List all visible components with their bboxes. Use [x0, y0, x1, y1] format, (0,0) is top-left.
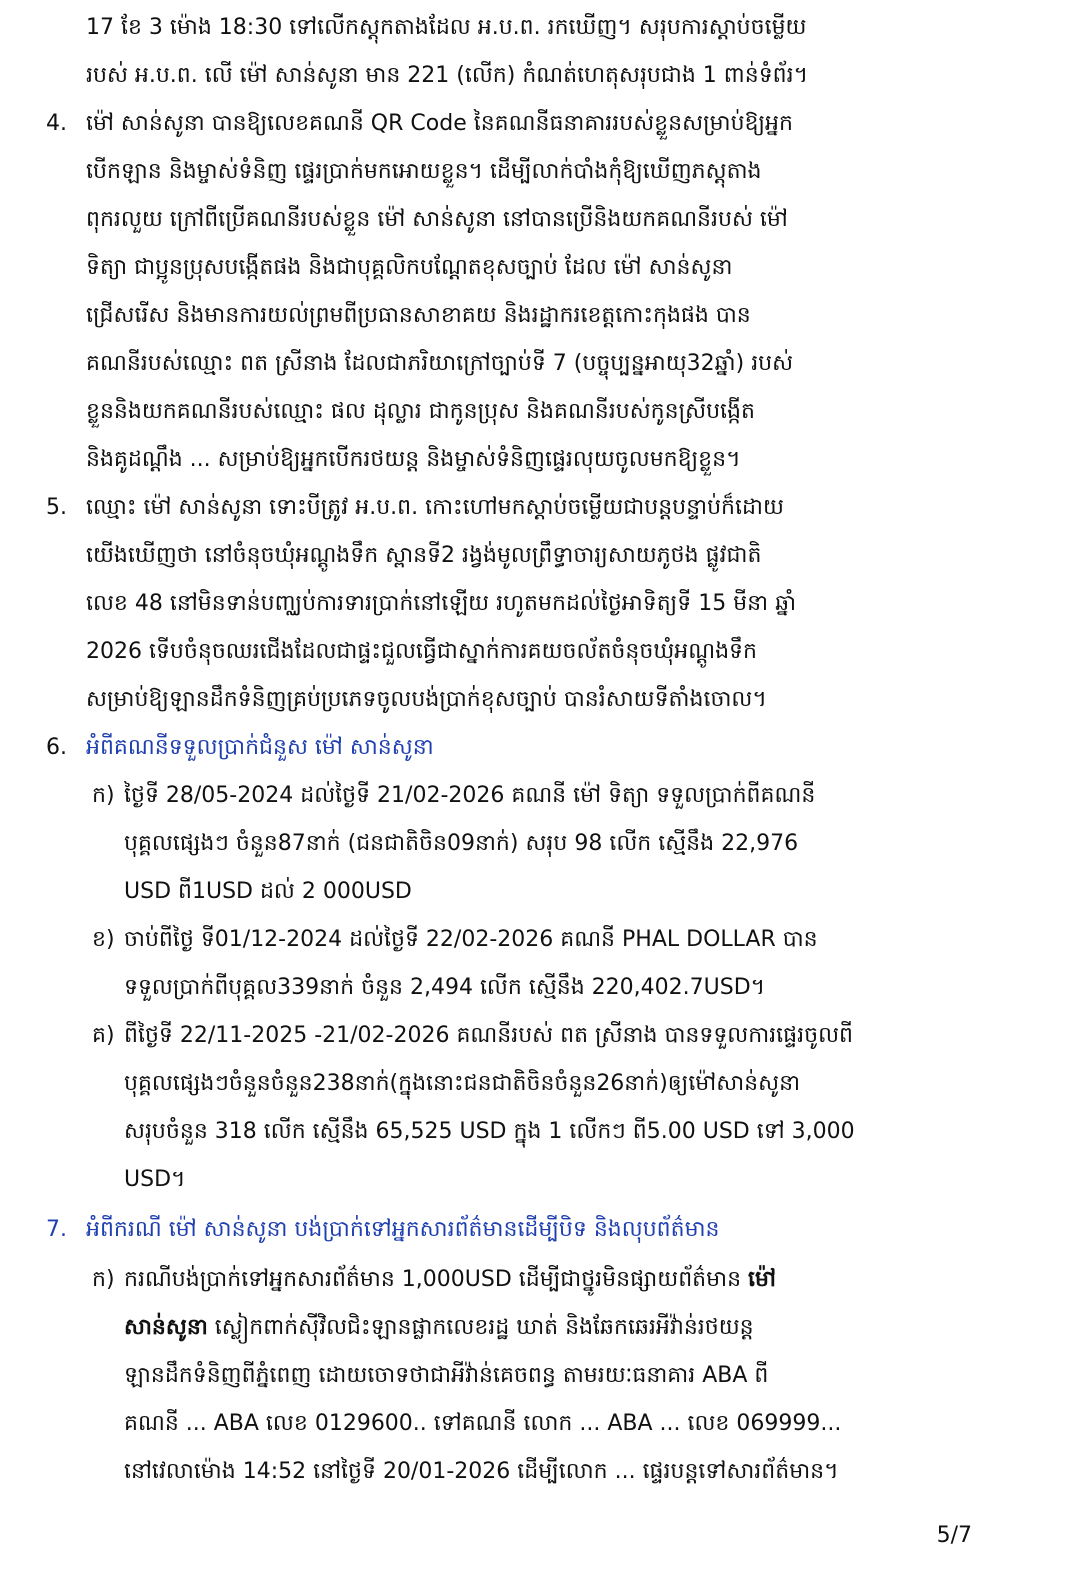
- text-line: [124, 1260, 776, 1300]
- text-line: បុគ្គលផ្សេងៗ ចំនួន87នាក់ (ជនជាតិចិន09នាក់) សរុប 98 លើក ស្មើនឹង 22,976: [124, 831, 799, 856]
- text-line: USD។: [124, 1167, 186, 1192]
- text-line: 17 ខែ 3 ម៉ោង 18:30 ទៅលើកស្តុកតាងដែល អ.ប.ព. រកឃើញ។ សរុបការស្តាប់ចម្លើយ: [86, 15, 807, 40]
- item-number: 5.: [46, 495, 67, 520]
- section-heading: អំពីគណនីទទួលប្រាក់ជំនួស ម៉ៅ សាន់សូនា: [86, 735, 434, 760]
- item-number: 4.: [46, 111, 67, 136]
- text-line: ពីថ្ងៃទី 22/11-2025 -21/02-2026 គណនីរបស់ ពត ស្រីនាង បានទទួលការផ្ទេរចូលពី: [124, 1023, 853, 1048]
- text-line: ខ្លួននិងយកគណនីរបស់ឈ្មោះ ផល ដុល្លារ ជាកូនប្រុស និងគណនីរបស់កូនស្រីបង្កើត: [86, 399, 755, 424]
- text-line: គណនីរបស់ឈ្មោះ ពត ស្រីនាង ដែលជាភរិយាក្រៅច្បាប់ទី 7 (បច្ចុប្បន្នអាយុ32ឆ្នាំ) របស់: [86, 351, 794, 376]
- text-line: សម្រាប់ឱ្យឡានដឹកទំនិញគ្រប់ប្រភេទចូលបង់ប្រាក់ខុសច្បាប់ បានរំសាយទីតាំងចោល។: [86, 687, 767, 712]
- section-heading: អំពីករណី ម៉ៅ សាន់សូនា បង់ប្រាក់ទៅអ្នកសារព័ត៌មានដើម្បីបិទ និងលុបព័ត៌មាន: [86, 1217, 720, 1242]
- sub-item-label: ក): [92, 783, 115, 808]
- text-line: ជ្រើសរើស និងមានការយល់ព្រមពីប្រធានសាខាគយ និងរដ្ឋាករខេត្តកោះកុងផង បាន: [86, 303, 751, 328]
- text-line: យើងឃើញថា នៅចំនុចឃុំអណ្តូងទឹក ស្ពានទី2 រង្វង់មូលព្រឹទ្ធាចារ្យសាយភូថង ផ្លូវជាតិ: [86, 543, 762, 568]
- text-line: USD ពី1USD ដល់ 2 000USD: [124, 879, 412, 904]
- text-line: ម៉ៅ សាន់សូនា បានឱ្យលេខគណនី QR Code នៃគណនីធនាគាររបស់ខ្លួនសម្រាប់ឱ្យអ្នក: [86, 111, 793, 136]
- text-run: ស្លៀកពាក់ស៊ីវិលជិះឡានផ្លាកលេខរដ្ឋ ឃាត់ និងឆែកឆេរអីវ៉ាន់រថយន្ត: [207, 1315, 754, 1340]
- text-line: ថ្ងៃទី 28/05-2024 ដល់ថ្ងៃទី 21/02-2026 គណនី ម៉ៅ ទិត្យា ទទួលប្រាក់ពីគណនី: [124, 783, 816, 808]
- text-line: បុគ្គលផ្សេងៗចំនួនចំនួន238នាក់(ក្នុងនោះជនជាតិចិនចំនួន26នាក់)ឲ្យម៉ៅសាន់សូនា: [124, 1071, 801, 1096]
- text-line: សរុបចំនួន 318 លើក ស្មើនឹង 65,525 USD ក្នុង 1 លើកៗ ពី5.00 USD ទៅ 3,000: [124, 1119, 855, 1144]
- text-line: ពុករលួយ ក្រៅពីប្រើគណនីរបស់ខ្លួន ម៉ៅ សាន់សូនា នៅបានប្រើនិងយកគណនីរបស់ ម៉ៅ: [86, 207, 788, 232]
- text-line: 2026 ទើបចំនុចឈរជើងដែលជាផ្ទះជួលធ្វើជាស្នាក់ការគយចល័តចំនុចឃុំអណ្តូងទឹក: [86, 639, 757, 664]
- text-line: ចាប់ពីថ្ងៃ ទី01/12-2024 ដល់ថ្ងៃទី 22/02-2026 គណនី PHAL DOLLAR បាន: [124, 927, 818, 952]
- section-number: 6.: [46, 735, 67, 760]
- text-line: ទទួលប្រាក់ពីបុគ្គល339នាក់ ចំនួន 2,494 លើក ស្មើនឹង 220,402.7USD។: [124, 975, 766, 1000]
- text-line: របស់ អ.ប.ព. លើ ម៉ៅ សាន់សូនា មាន 221 (លើក) កំណត់ហេតុសរុបជាង 1 ពាន់ទំព័រ។: [86, 63, 809, 88]
- sub-item-label: ខ): [92, 927, 115, 952]
- person-name-bold: ម៉ៅ: [748, 1267, 776, 1292]
- page-number: 5/7: [936, 1523, 972, 1548]
- text-line: លេខ 48 នៅមិនទាន់បញ្ឈប់ការទារប្រាក់នៅឡើយ រហូតមកដល់ថ្ងៃអាទិត្យទី 15 មីនា ឆ្នាំ: [86, 591, 797, 616]
- text-line: [124, 1308, 754, 1348]
- text-line: និងគូដណ្ដឹង ... សម្រាប់ឱ្យអ្នកបើករថយន្ត និងម្ចាស់ទំនិញផ្ទេរលុយចូលមកឱ្យខ្លួន។: [86, 447, 741, 472]
- text-line: គណនី ... ABA លេខ 0129600.. ទៅគណនី លោក ... ABA ... លេខ 069999...: [124, 1411, 842, 1436]
- text-line: ទិត្យា ជាប្អូនប្រុសបង្កើតផង និងជាបុគ្គលិកបណ្តែតខុសច្បាប់ ដែល ម៉ៅ សាន់សូនា: [86, 255, 733, 280]
- sub-item-label: ក): [92, 1267, 115, 1292]
- text-run: ករណីបង់ប្រាក់ទៅអ្នកសារព័ត៌មាន 1,000USD ដើម្បីជាថ្នូរមិនផ្សាយព័ត៌មាន: [124, 1267, 749, 1292]
- text-line: ឈ្មោះ ម៉ៅ សាន់សូនា ទោះបីត្រូវ អ.ប.ព. កោះហៅមកស្តាប់ចម្លើយជាបន្តបន្ទាប់ក៏ដោយ: [86, 495, 784, 520]
- text-line: បើកឡាន និងម្ចាស់ទំនិញ ផ្ទេរប្រាក់មកអោយខ្លួន។ ដើម្បីលាក់បាំងកុំឱ្យឃើញភស្តុតាង: [86, 159, 762, 184]
- sub-item-label: គ): [92, 1023, 115, 1048]
- section-number: 7.: [46, 1217, 67, 1242]
- text-line: នៅវេលាម៉ោង 14:52 នៅថ្ងៃទី 20/01-2026 ដើម្បីលោក ... ផ្ទេរបន្តទៅសារព័ត៌មាន។: [124, 1459, 839, 1484]
- text-line: ឡានដឹកទំនិញពីភ្នំពេញ ដោយចោទថាជាអីវ៉ាន់គេចពន្ធ តាមរយៈធនាគារ ABA ពី: [124, 1363, 769, 1388]
- person-name-bold: សាន់សូនា: [124, 1315, 208, 1340]
